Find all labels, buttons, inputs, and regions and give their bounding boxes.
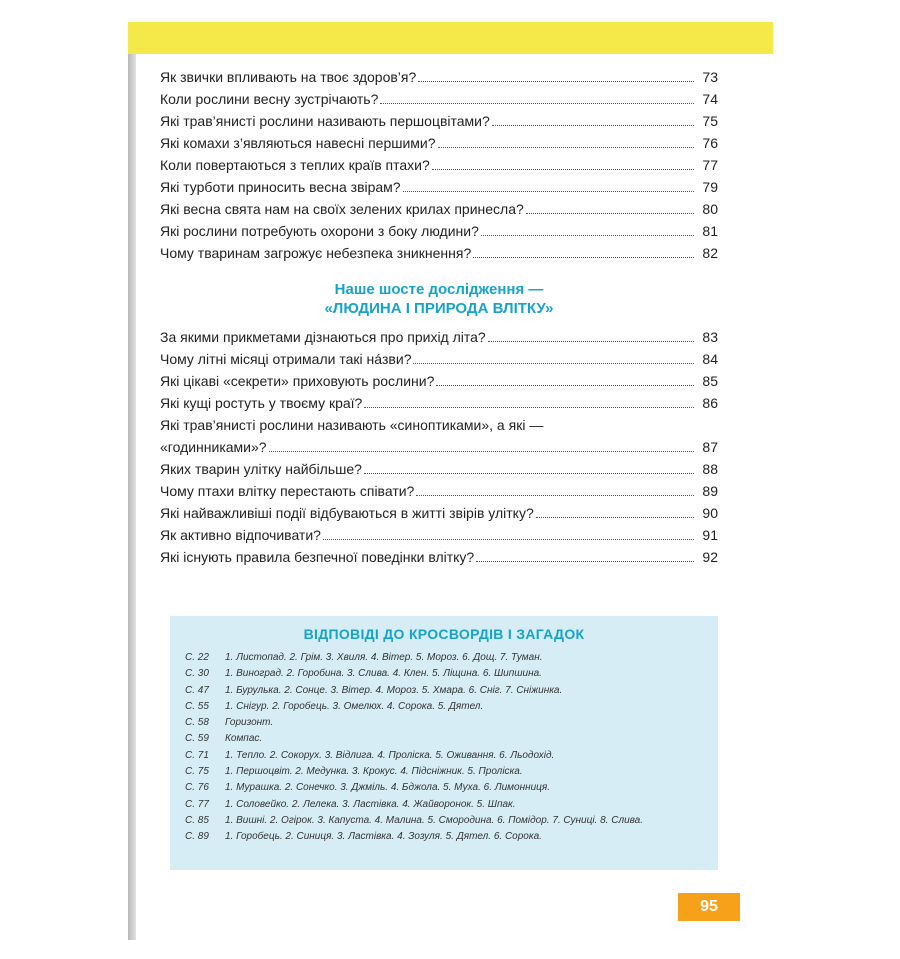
toc-item-page: 88 bbox=[702, 461, 718, 477]
answer-row bbox=[185, 666, 710, 682]
toc-leader-dots bbox=[416, 495, 694, 496]
answer-text: 1. Виноград. 2. Горобина. 3. Слива. 4. Клен. 5. Ліщина. 6. Шипшина. bbox=[225, 668, 542, 680]
toc-item-page: 75 bbox=[702, 113, 718, 129]
toc-item-page: 76 bbox=[702, 135, 718, 151]
toc-leader-dots bbox=[473, 257, 694, 258]
toc-item-page: 80 bbox=[702, 201, 718, 217]
toc-leader-dots bbox=[536, 517, 694, 518]
toc-list-summer bbox=[160, 324, 718, 566]
answer-page-ref: С. 55 bbox=[185, 700, 209, 712]
toc-leader-dots bbox=[269, 451, 694, 452]
toc-item bbox=[160, 544, 718, 566]
answer-row bbox=[185, 764, 710, 780]
toc-leader-dots bbox=[403, 191, 694, 192]
toc-item-page: 79 bbox=[702, 179, 718, 195]
toc-item-page: 74 bbox=[702, 91, 718, 107]
answers-list bbox=[185, 650, 710, 846]
toc-item bbox=[160, 152, 718, 174]
toc-leader-dots bbox=[364, 473, 694, 474]
toc-item-multiline-first bbox=[160, 412, 718, 434]
page-number-badge: 95 bbox=[678, 893, 740, 921]
toc-item-page: 81 bbox=[702, 223, 718, 239]
toc-item-title: Які найважливіші події відбуваються в житті звірів улітку? bbox=[160, 505, 534, 521]
toc-item-title: Яких тварин улітку найбільше? bbox=[160, 461, 362, 477]
answer-page-ref: С. 59 bbox=[185, 733, 209, 745]
answer-page-ref: С. 76 bbox=[185, 782, 209, 794]
toc-item bbox=[160, 196, 718, 218]
answer-text: 1. Вишні. 2. Огірок. 3. Капуста. 4. Малина. 5. Смородина. 6. Помідор. 7. Суниці. 8. Слива. bbox=[225, 814, 643, 826]
toc-item bbox=[160, 346, 718, 368]
toc-leader-dots bbox=[481, 235, 694, 236]
answers-title: ВІДПОВІДІ ДО КРОСВОРДІВ І ЗАГАДОК bbox=[303, 626, 585, 642]
answer-row bbox=[185, 699, 710, 715]
toc-item-title: Чому літні місяці отримали такі нáзви? bbox=[160, 351, 412, 367]
toc-item bbox=[160, 86, 718, 108]
toc-item-title: Які кущі ростуть у твоєму краї? bbox=[160, 395, 363, 411]
answer-page-ref: С. 22 bbox=[185, 652, 209, 663]
toc-item-page: 90 bbox=[702, 505, 718, 521]
toc-item bbox=[160, 390, 718, 412]
toc-leader-dots bbox=[436, 385, 694, 386]
toc-leader-dots bbox=[492, 125, 694, 126]
toc-item bbox=[160, 434, 718, 456]
toc-item-page: 86 bbox=[702, 395, 718, 411]
toc-leader-dots bbox=[438, 147, 694, 148]
toc-item bbox=[160, 456, 718, 478]
toc-leader-dots bbox=[476, 561, 694, 562]
answer-text: 1. Соловейко. 2. Лелека. 3. Ластівка. 4. Жайворонок. 5. Шпак. bbox=[225, 798, 516, 810]
toc-item-title: За якими прикметами дізнаються про прихід літа? bbox=[160, 329, 486, 345]
toc-item bbox=[160, 500, 718, 522]
toc-leader-dots bbox=[413, 363, 694, 364]
toc-item-title: Як звички впливають на твоє здоров’я? bbox=[160, 69, 417, 85]
toc-item-title: Які турботи приносить весна звірам? bbox=[160, 179, 401, 195]
answer-text: Горизонт. bbox=[225, 717, 274, 729]
toc-item-title: Які трав’янисті рослини називають «синоптиками», а які — bbox=[160, 417, 544, 433]
toc-item bbox=[160, 240, 718, 262]
toc-item-title: Які існують правила безпечної поведінки влітку? bbox=[160, 549, 475, 565]
toc-leader-dots bbox=[380, 103, 694, 104]
toc-leader-dots bbox=[418, 81, 694, 82]
toc-leader-dots bbox=[432, 169, 694, 170]
toc-item-title: Які весна свята нам на своїх зелених крилах принесла? bbox=[160, 201, 524, 217]
toc-leader-dots bbox=[526, 213, 694, 214]
toc-leader-dots bbox=[488, 341, 694, 342]
toc-item bbox=[160, 218, 718, 240]
answer-row bbox=[185, 829, 710, 845]
answer-row bbox=[185, 797, 710, 813]
answer-row bbox=[185, 813, 710, 829]
answer-row bbox=[185, 780, 710, 796]
toc-item-page: 85 bbox=[702, 373, 718, 389]
answer-text: Компас. bbox=[225, 733, 263, 745]
toc-item bbox=[160, 108, 718, 130]
toc-item-title: Які рослини потребують охорони з боку людини? bbox=[160, 223, 479, 239]
section-heading bbox=[160, 280, 718, 318]
answer-page-ref: С. 47 bbox=[185, 684, 209, 696]
toc-item-page: 91 bbox=[702, 527, 718, 543]
top-color-bar bbox=[128, 22, 773, 54]
toc-item-page: 83 bbox=[702, 329, 718, 345]
toc-item-page: 87 bbox=[702, 439, 718, 455]
answer-text: 1. Тепло. 2. Сокорух. 3. Відлига. 4. Пролiска. 5. Оживання. 6. Льодохід. bbox=[225, 749, 555, 761]
toc-item-title: Які комахи з’являються навесні першими? bbox=[160, 135, 436, 151]
answer-text: 1. Першоцвіт. 2. Медунка. 3. Крокус. 4. Підснiжник. 5. Пролiска. bbox=[225, 766, 523, 778]
answer-page-ref: С. 89 bbox=[185, 831, 209, 843]
section-heading-line1: Наше шосте дослідження — bbox=[334, 281, 544, 298]
toc-item-title: Чому тваринам загрожує небезпека зникнення? bbox=[160, 245, 472, 261]
toc-item-title: Чому птахи влітку перестають співати? bbox=[160, 483, 415, 499]
toc-leader-dots bbox=[323, 539, 694, 540]
toc-list-spring bbox=[160, 64, 718, 262]
answer-page-ref: С. 58 bbox=[185, 717, 209, 729]
answer-page-ref: С. 75 bbox=[185, 766, 209, 778]
toc-item-page: 82 bbox=[702, 245, 718, 261]
answer-text: 1. Снігур. 2. Горобець. 3. Омелюх. 4. Сорока. 5. Дятел. bbox=[225, 700, 484, 712]
answer-text: 1. Горобець. 2. Синиця. 3. Ластівка. 4. Зозуля. 5. Дятел. 6. Сорока. bbox=[225, 831, 542, 843]
answer-row bbox=[185, 715, 710, 731]
page-spine-shadow bbox=[128, 22, 136, 940]
toc-item bbox=[160, 324, 718, 346]
toc-item bbox=[160, 522, 718, 544]
toc-item bbox=[160, 368, 718, 390]
toc-item bbox=[160, 478, 718, 500]
answer-text: 1. Бурулька. 2. Сонце. 3. Вітер. 4. Мороз. 5. Хмара. 6. Сніг. 7. Сніжинка. bbox=[225, 684, 563, 696]
toc-item-title: Як активно відпочивати? bbox=[160, 527, 321, 543]
toc-item-page: 89 bbox=[702, 483, 718, 499]
toc-item-page: 73 bbox=[702, 69, 718, 85]
toc-item-page: 77 bbox=[702, 157, 718, 173]
answers-panel bbox=[170, 616, 718, 870]
answer-page-ref: С. 77 bbox=[185, 798, 209, 810]
answer-text: 1. Листопад. 2. Грім. 3. Хвиля. 4. Вітер. 5. Мороз. 6. Дощ. 7. Туман. bbox=[225, 652, 543, 663]
answer-page-ref: С. 71 bbox=[185, 749, 209, 761]
answer-row bbox=[185, 731, 710, 747]
toc-item-title: Які цікаві «секрети» приховують рослини? bbox=[160, 373, 435, 389]
answer-text: 1. Мурашка. 2. Сонечко. 3. Джміль. 4. Бджола. 5. Муха. 6. Лимонниця. bbox=[225, 782, 550, 794]
toc-item-title: Коли рослини весну зустрічають? bbox=[160, 91, 379, 107]
toc-item bbox=[160, 130, 718, 152]
toc-leader-dots bbox=[364, 407, 694, 408]
answer-row bbox=[185, 748, 710, 764]
toc-item-page: 92 bbox=[702, 549, 718, 565]
toc-item-title: Які трав’янисті рослини називають першоцвітами? bbox=[160, 113, 490, 129]
toc-item-title: Коли повертаються з теплих країв птахи? bbox=[160, 157, 430, 173]
answer-page-ref: С. 30 bbox=[185, 668, 209, 680]
answer-page-ref: С. 85 bbox=[185, 814, 209, 826]
toc-item-page: 84 bbox=[702, 351, 718, 367]
toc-item bbox=[160, 64, 718, 86]
answer-row bbox=[185, 650, 710, 666]
toc-item-title-continued: «годинниками»? bbox=[160, 439, 267, 455]
section-heading-line2: «ЛЮДИНА І ПРИРОДА ВЛІТКУ» bbox=[324, 300, 554, 317]
toc-item bbox=[160, 174, 718, 196]
answer-row bbox=[185, 683, 710, 699]
